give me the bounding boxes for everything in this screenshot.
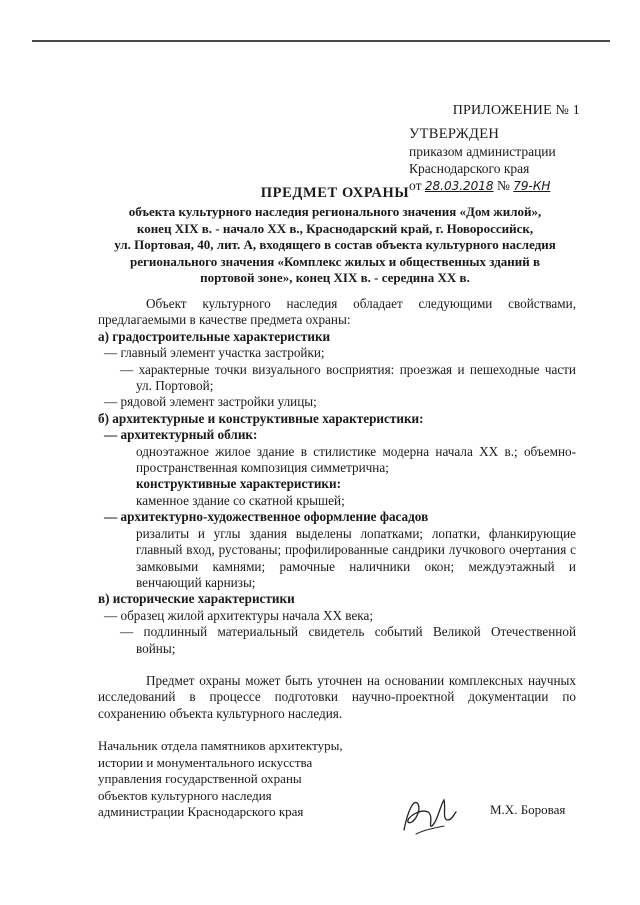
signatory-line-3: управления государственной охраны (98, 771, 302, 786)
section-b-text-3: ризалиты и углы здания выделены лопатками; лопатки, фланкирующие главный вход, рустованы; профилированные сандрики лучкового очертания с замковыми камнями; рамочные наличники окон; междуэтажный и венчающий карнизы; (136, 525, 576, 590)
document-title-block (100, 185, 570, 287)
appendix-label: ПРИЛОЖЕНИЕ № 1 (452, 103, 580, 118)
from-label: от (409, 178, 422, 193)
closing-paragraph: Предмет охраны может быть уточнен на основании комплексных научных исследований в процессе подготовки научно-проектной документации по сохранению объекта культурного наследия. (98, 672, 576, 721)
section-b-text-2: каменное здание со скатной крышей; (136, 492, 345, 508)
section-c-heading: в) исторические характеристики (98, 591, 295, 607)
paragraph-gap (98, 657, 576, 673)
section-a-item-3: — рядовой элемент застройки улицы; (104, 394, 317, 410)
section-c-item-1: — образец жилой архитектуры начала XX века; (104, 607, 374, 623)
signatory-block (98, 738, 343, 821)
title-line-5: портовой зоне», конец XIX в. - середина XX в. (200, 270, 470, 285)
handwritten-date: 28.03.2018 (424, 179, 494, 193)
section-a-heading: а) градостроительные характеристики (98, 328, 331, 344)
section-b-text-1: одноэтажное жилое здание в стилистике модерна начала XX в.; объемно-пространственная композиция симметрична; (136, 443, 576, 476)
section-a-item-2: — характерные точки визуального восприятия: проезжая и пешеходные части ул. Портовой; (120, 361, 576, 394)
section-b-subheading-1: — архитектурный облик: (104, 427, 258, 443)
intro-paragraph: Объект культурного наследия обладает следующими свойствами, предлагаемыми в качестве предмета охраны: (98, 296, 576, 328)
order-line-2: Краснодарского края (409, 161, 530, 176)
document-title: ПРЕДМЕТ ОХРАНЫ (260, 185, 410, 201)
section-c-item-2: — подлинный материальный свидетель событий Великой Отечественной войны; (120, 624, 576, 656)
section-b-subheading-2: конструктивные характеристики: (136, 476, 342, 492)
section-a-item-1: — главный элемент участка застройки; (104, 345, 325, 361)
title-line-1: объекта культурного наследия регионального значения «Дом жилой», (128, 204, 542, 219)
signer-name: М.Х. Боровая (490, 802, 566, 817)
scan-border-line (32, 40, 610, 42)
signatory-line-1: Начальник отдела памятников архитектуры, (98, 738, 343, 753)
section-b-subheading-3: — архитектурно-художественное оформление фасадов (104, 509, 429, 525)
section-b-heading: б) архитектурные и конструктивные характеристики: (98, 410, 424, 426)
signatory-line-4: объектов культурного наследия (98, 787, 272, 803)
handwritten-signature (398, 790, 460, 840)
title-line-3: ул. Портовая, 40, лит. А, входящего в состав объекта культурного наследия (114, 237, 556, 252)
signatory-line-5: администрации Краснодарского края (98, 804, 304, 819)
signatory-line-2: истории и монументального искусства (98, 754, 313, 770)
order-line-1: приказом администрации (409, 144, 556, 159)
document-body (98, 296, 576, 722)
handwritten-number: 79-КН (513, 179, 551, 193)
title-line-2: конец XIX в. - начало XX в., Краснодарский край, г. Новороссийск, (136, 220, 534, 236)
number-label: № (496, 178, 510, 193)
title-line-4: регионального значения «Комплекс жилых и общественных зданий в (129, 253, 541, 269)
approved-label: УТВЕРЖДЕН (409, 126, 500, 142)
